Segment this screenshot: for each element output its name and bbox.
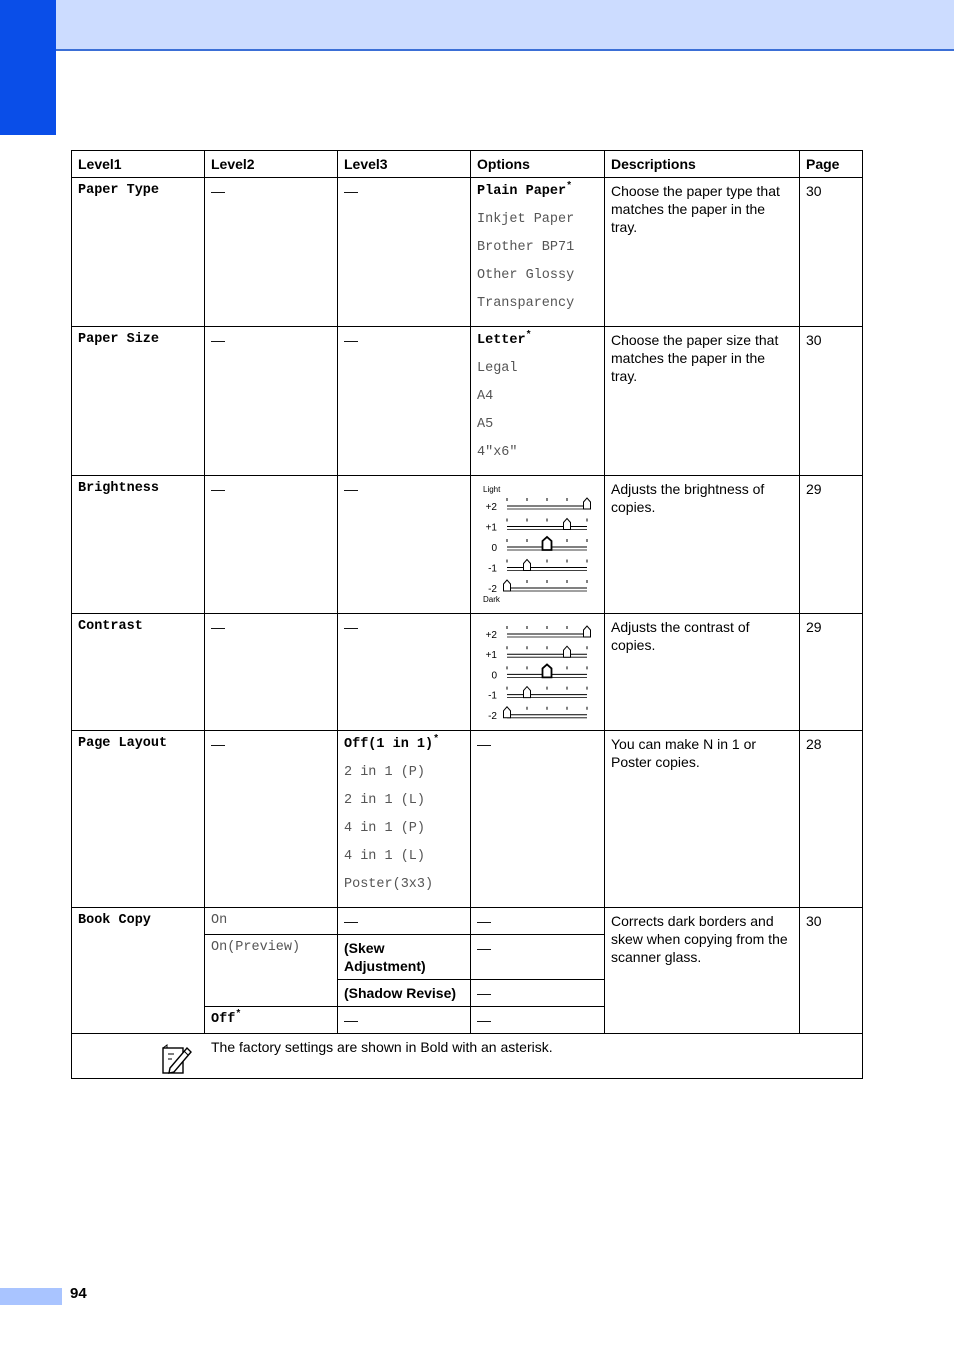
slider-level-label: +2	[485, 630, 497, 641]
level2-cell: —	[205, 178, 338, 327]
level3-cell	[338, 731, 471, 908]
level3-cell: —	[338, 908, 471, 935]
options-cell: —	[471, 1007, 605, 1034]
description-cell: Adjusts the contrast of copies.	[605, 614, 800, 731]
brightness-slider-graphic	[475, 482, 599, 604]
option: 4 in 1 (L)	[344, 849, 426, 864]
slider-marker	[543, 664, 552, 677]
level1-paper-type: Paper Type	[72, 178, 205, 327]
level2-cell: —	[205, 614, 338, 731]
page-cell: 30	[800, 178, 863, 327]
level2-cell: —	[205, 327, 338, 476]
slider-level-label: -2	[488, 710, 497, 722]
level2-cell: On	[205, 908, 338, 935]
table-row	[72, 614, 863, 731]
description-cell: Choose the paper type that matches the paper in the tray.	[605, 178, 800, 327]
options-cell: —	[471, 731, 605, 908]
slider-marker	[504, 580, 511, 591]
level2-cell: Off*	[205, 1007, 338, 1034]
level2-cell: On(Preview)	[205, 935, 338, 1007]
page-cell: 30	[800, 327, 863, 476]
header-page: Page	[800, 151, 863, 178]
description-cell: Choose the paper size that matches the paper in the tray.	[605, 327, 800, 476]
slider-level-label: -1	[488, 563, 497, 575]
header-descriptions: Descriptions	[605, 151, 800, 178]
page-cell: 28	[800, 731, 863, 908]
table-header-row	[72, 151, 863, 178]
options-cell	[471, 178, 605, 327]
options-cell	[471, 476, 605, 614]
options-cell: —	[471, 980, 605, 1007]
option: Other Glossy	[477, 268, 575, 283]
header-level1: Level1	[72, 151, 205, 178]
option: 2 in 1 (P)	[344, 765, 426, 780]
slider-bottom-label: Dark	[483, 595, 500, 604]
option-default: Off(1 in 1)*	[344, 734, 440, 752]
table-row	[72, 908, 863, 935]
table-row	[72, 731, 863, 908]
options-cell: —	[471, 908, 605, 935]
header-level3: Level3	[338, 151, 471, 178]
slider-marker	[543, 537, 552, 550]
slider-marker	[524, 687, 531, 698]
level2-cell: —	[205, 731, 338, 908]
note-text: The factory settings are shown in Bold with an asterisk.	[211, 1039, 553, 1055]
header-level2: Level2	[205, 151, 338, 178]
settings-table	[71, 150, 863, 1079]
option: Legal	[477, 361, 518, 376]
slider-level-label: +1	[485, 522, 497, 534]
page-number-tab	[0, 1288, 62, 1305]
level2-cell: —	[205, 476, 338, 614]
description-cell: You can make N in 1 or Poster copies.	[605, 731, 800, 908]
option-default: Plain Paper*	[477, 181, 573, 199]
option: 4"x6"	[477, 445, 518, 460]
level1-page-layout: Page Layout	[72, 731, 205, 908]
level1-book-copy: Book Copy	[72, 908, 205, 1034]
slider-marker	[564, 646, 571, 657]
level3-cell: (Skew Adjustment)	[338, 935, 471, 980]
slider-level-label: -2	[488, 584, 497, 595]
option: 4 in 1 (P)	[344, 821, 426, 836]
level3-cell: —	[338, 1007, 471, 1034]
slider-marker	[524, 560, 531, 571]
level1-brightness: Brightness	[72, 476, 205, 614]
options-cell	[471, 614, 605, 731]
options-cell	[471, 327, 605, 476]
note-row	[72, 1034, 863, 1079]
chapter-tab	[0, 0, 56, 135]
slider-level-label: 0	[491, 670, 497, 682]
table-row	[72, 327, 863, 476]
slider-marker	[564, 519, 571, 530]
option: Transparency	[477, 296, 575, 311]
option: Brother BP71	[477, 240, 575, 255]
level3-cell: —	[338, 178, 471, 327]
header-band	[56, 0, 954, 51]
table-row	[72, 476, 863, 614]
page-cell: 29	[800, 476, 863, 614]
options-cell: —	[471, 935, 605, 980]
level1-contrast: Contrast	[72, 614, 205, 731]
page-cell: 29	[800, 614, 863, 731]
level1-paper-size: Paper Size	[72, 327, 205, 476]
option: 2 in 1 (L)	[344, 793, 426, 808]
option: Poster(3x3)	[344, 877, 434, 892]
page-cell: 30	[800, 908, 863, 1034]
level3-cell: —	[338, 327, 471, 476]
slider-level-label: +2	[485, 502, 497, 513]
option: A4	[477, 389, 494, 404]
slider-level-label: 0	[491, 543, 497, 554]
level3-cell: —	[338, 614, 471, 731]
description-cell: Adjusts the brightness of copies.	[605, 476, 800, 614]
header-options: Options	[471, 151, 605, 178]
table-row	[72, 178, 863, 327]
slider-top-label: Light	[483, 485, 501, 494]
level3-cell: (Shadow Revise)	[338, 980, 471, 1007]
slider-marker	[584, 626, 591, 637]
note-pencil-icon	[160, 1042, 194, 1076]
option: Inkjet Paper	[477, 212, 575, 227]
level3-cell: —	[338, 476, 471, 614]
slider-level-label: +1	[485, 650, 497, 662]
contrast-slider-graphic	[475, 620, 599, 724]
slider-marker	[504, 707, 511, 718]
page-number: 94	[70, 1285, 87, 1302]
slider-marker	[584, 498, 591, 509]
option: A5	[477, 417, 494, 432]
slider-level-label: -1	[488, 690, 497, 702]
option-default: Letter*	[477, 330, 532, 348]
description-cell: Corrects dark borders and skew when copying from the scanner glass.	[605, 908, 800, 1034]
